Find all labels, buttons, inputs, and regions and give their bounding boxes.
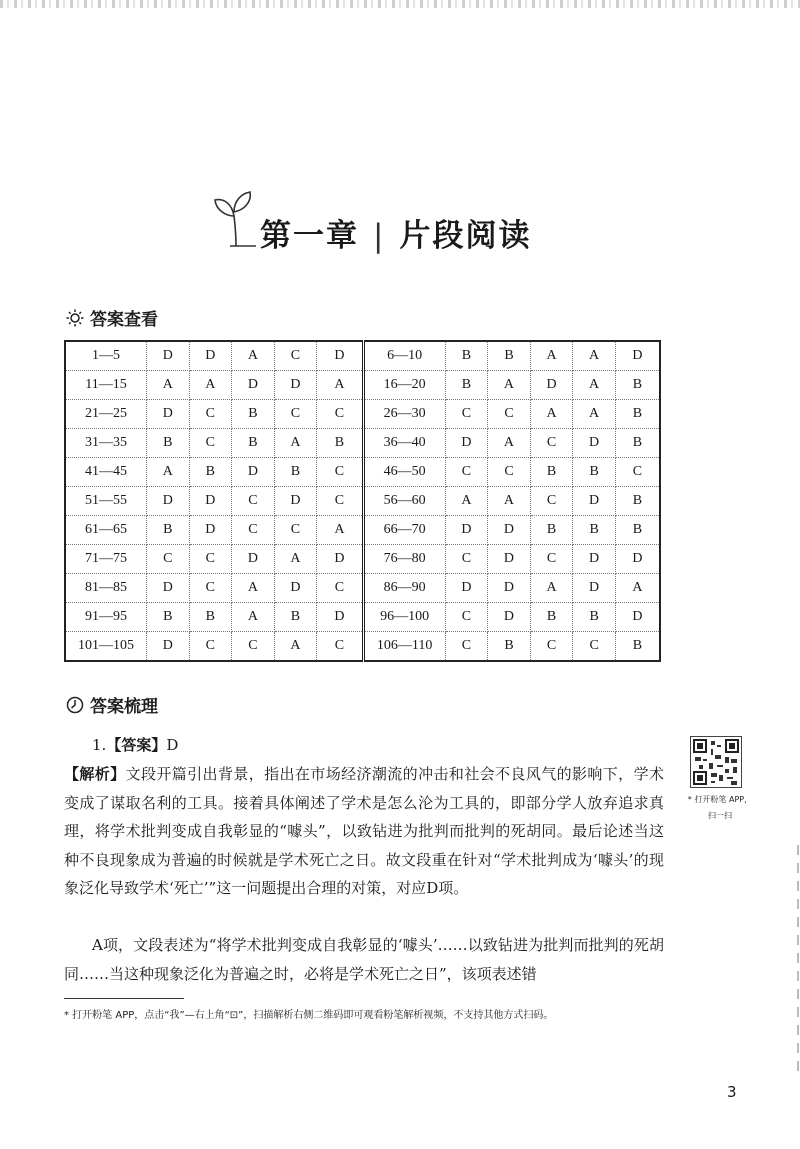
answer-cell: C	[445, 400, 488, 429]
answer-cell: C	[573, 632, 616, 662]
table-row	[65, 458, 660, 487]
answer-cell: C	[189, 545, 232, 574]
answer-cell: C	[445, 632, 488, 662]
section-title: 答案查看	[90, 310, 158, 330]
answer-cell: A	[147, 371, 190, 400]
answer-cell: A	[573, 341, 616, 371]
answer-cell: C	[445, 545, 488, 574]
answer-cell: C	[232, 487, 275, 516]
answer-cell: D	[317, 341, 363, 371]
question-range-cell: 16—20	[363, 371, 445, 400]
answer-cell: B	[488, 341, 531, 371]
answer-cell: C	[530, 429, 573, 458]
question-range-cell: 36—40	[363, 429, 445, 458]
answer-cell: A	[189, 371, 232, 400]
answer-cell: A	[317, 371, 363, 400]
answer-cell: A	[530, 574, 573, 603]
question-range-cell: 91—95	[65, 603, 147, 632]
answer-cell: B	[189, 458, 232, 487]
answer-cell: A	[488, 429, 531, 458]
question-range-cell: 56—60	[363, 487, 445, 516]
answer-cell: D	[530, 371, 573, 400]
answer-cell: D	[317, 603, 363, 632]
qr-caption-line: * 打开粉笔 APP，	[687, 795, 753, 804]
answer-value: D	[166, 736, 179, 754]
answer-cell: D	[573, 574, 616, 603]
question-range-cell: 76—80	[363, 545, 445, 574]
answer-cell: C	[189, 429, 232, 458]
answer-cell: D	[615, 545, 660, 574]
answer-cell: B	[445, 341, 488, 371]
answer-cell: D	[317, 545, 363, 574]
analysis-paragraph	[64, 760, 664, 903]
answer-cell: C	[274, 400, 317, 429]
analysis-tag: 【解析】	[64, 765, 126, 783]
answer-cell: A	[147, 458, 190, 487]
table-row	[65, 487, 660, 516]
answer-cell: C	[232, 516, 275, 545]
answer-cell: D	[274, 487, 317, 516]
question-range-cell: 46—50	[363, 458, 445, 487]
table-row	[65, 603, 660, 632]
sun-icon	[66, 309, 84, 327]
answer-cell: B	[615, 429, 660, 458]
answer-cell: B	[615, 516, 660, 545]
answer-cell: C	[488, 458, 531, 487]
table-row	[65, 371, 660, 400]
answer-cell: C	[615, 458, 660, 487]
answer-cell: B	[147, 429, 190, 458]
answer-cell: B	[530, 458, 573, 487]
answer-cell: B	[530, 516, 573, 545]
answer-cell: A	[573, 400, 616, 429]
table-row	[65, 429, 660, 458]
question-range-cell: 41—45	[65, 458, 147, 487]
question-range-cell: 26—30	[363, 400, 445, 429]
section-heading-analysis	[66, 692, 158, 717]
answer-cell: C	[317, 487, 363, 516]
question-number: 1.	[92, 736, 107, 754]
answer-cell: D	[615, 341, 660, 371]
answer-cell: B	[274, 603, 317, 632]
question-range-cell: 1—5	[65, 341, 147, 371]
answer-cell: D	[147, 341, 190, 371]
answer-cell: B	[189, 603, 232, 632]
qr-caption	[676, 792, 764, 824]
answer-cell: D	[445, 516, 488, 545]
answer-cell: A	[232, 603, 275, 632]
answer-cell: C	[274, 341, 317, 371]
question-range-cell: 11—15	[65, 371, 147, 400]
answer-cell: A	[274, 545, 317, 574]
question-range-cell: 86—90	[363, 574, 445, 603]
qr-code-image	[691, 737, 741, 787]
option-a-paragraph: A项，文段表述为“将学术批判变成自我彰显的‘噱头’……以致钻进为批判而批判的死胡同……当这种现象泛化为普遍之时，必将是学术死亡之日”，该项表述错	[64, 936, 664, 983]
answer-cell: C	[530, 545, 573, 574]
table-row	[65, 632, 660, 662]
footnote-rule	[64, 998, 184, 999]
question-range-cell: 96—100	[363, 603, 445, 632]
answer-cell: D	[615, 603, 660, 632]
question-range-cell: 6—10	[363, 341, 445, 371]
answer-cell: C	[317, 574, 363, 603]
answer-cell: B	[573, 516, 616, 545]
answer-cell: C	[189, 632, 232, 662]
answer-cell: A	[274, 429, 317, 458]
answer-cell: C	[147, 545, 190, 574]
section-heading-answers	[66, 305, 158, 330]
qr-code[interactable]	[690, 736, 742, 788]
question-range-cell: 61—65	[65, 516, 147, 545]
answer-cell: D	[147, 400, 190, 429]
question-range-cell: 21—25	[65, 400, 147, 429]
answer-cell: B	[615, 371, 660, 400]
answer-cell: C	[317, 458, 363, 487]
answer-cell: B	[573, 603, 616, 632]
section-title: 答案梳理	[90, 697, 158, 717]
table-row	[65, 545, 660, 574]
answer-cell: A	[317, 516, 363, 545]
answer-cell: D	[573, 545, 616, 574]
table-row	[65, 574, 660, 603]
chapter-title	[260, 210, 531, 255]
answer-cell: D	[232, 545, 275, 574]
answer-cell: B	[615, 487, 660, 516]
answer-cell: D	[573, 487, 616, 516]
answer-cell: B	[488, 632, 531, 662]
answer-cell: D	[573, 429, 616, 458]
answer-cell: B	[530, 603, 573, 632]
chapter-separator: |	[373, 218, 386, 254]
answer-cell: D	[488, 603, 531, 632]
answer-cell: C	[317, 632, 363, 662]
answer-cell: A	[445, 487, 488, 516]
answer-cell: B	[232, 400, 275, 429]
answer-cell: A	[615, 574, 660, 603]
answer-cell: C	[274, 516, 317, 545]
chapter-label: 第一章	[260, 218, 359, 254]
answer-cell: A	[530, 400, 573, 429]
answer-cell: C	[530, 632, 573, 662]
answer-cell: B	[317, 429, 363, 458]
answer-cell: B	[445, 371, 488, 400]
question-range-cell: 106—110	[363, 632, 445, 662]
answer-cell: D	[147, 574, 190, 603]
question-range-cell: 31—35	[65, 429, 147, 458]
answer-cell: D	[445, 429, 488, 458]
table-row	[65, 400, 660, 429]
answer-cell: C	[445, 458, 488, 487]
question-range-cell: 51—55	[65, 487, 147, 516]
answer-cell: D	[189, 341, 232, 371]
answer-cell: D	[189, 516, 232, 545]
answer-cell: B	[615, 400, 660, 429]
answer-cell: D	[189, 487, 232, 516]
answer-cell: D	[232, 458, 275, 487]
question-range-cell: 81—85	[65, 574, 147, 603]
answer-cell: D	[488, 516, 531, 545]
answer-cell: B	[147, 603, 190, 632]
question-answer-line	[92, 734, 178, 755]
answer-cell: D	[147, 632, 190, 662]
answer-cell: A	[488, 371, 531, 400]
answer-table	[64, 340, 661, 662]
scan-right-edge	[797, 845, 799, 1075]
answer-cell: B	[573, 458, 616, 487]
chapter-name: 片段阅读	[399, 218, 532, 254]
clock-icon	[66, 696, 84, 714]
answer-cell: A	[573, 371, 616, 400]
answer-cell: C	[317, 400, 363, 429]
answer-cell: B	[232, 429, 275, 458]
qr-caption-line: 扫一扫	[708, 811, 732, 820]
table-row	[65, 341, 660, 371]
answer-cell: D	[488, 574, 531, 603]
answer-cell: D	[445, 574, 488, 603]
answer-cell: C	[189, 574, 232, 603]
answer-cell: A	[232, 341, 275, 371]
answer-cell: D	[274, 574, 317, 603]
answer-cell: C	[189, 400, 232, 429]
answer-cell: A	[488, 487, 531, 516]
question-range-cell: 101—105	[65, 632, 147, 662]
table-row	[65, 516, 660, 545]
answer-cell: C	[530, 487, 573, 516]
analysis-text: 文段开篇引出背景，指出在市场经济潮流的冲击和社会不良风气的影响下，学术变成了谋取名利的工具。接着具体阐述了学术是怎么沦为工具的，即部分学人放弃追求真理，将学术批判变成自我彰显的“噱头”，以致钻进为批判而批判的死胡同。最后论述当这种不良现象成为普遍的时候就是学术死亡之日。故文段重在针对“学术批判成为‘噱头’的现象泛化导致学术‘死亡’”这一问题提出合理的对策，对应D项。	[64, 765, 664, 898]
answer-cell: D	[274, 371, 317, 400]
question-range-cell: 66—70	[363, 516, 445, 545]
answer-cell: D	[488, 545, 531, 574]
answer-tag: 【答案】	[106, 736, 167, 754]
answer-cell: C	[488, 400, 531, 429]
answer-cell: A	[530, 341, 573, 371]
answer-cell: B	[274, 458, 317, 487]
scan-top-edge	[0, 0, 800, 8]
page-number: 3	[727, 1083, 737, 1101]
answer-cell: A	[232, 574, 275, 603]
answer-cell: B	[615, 632, 660, 662]
answer-cell: D	[232, 371, 275, 400]
sprout-icon	[210, 186, 258, 248]
answer-cell: C	[445, 603, 488, 632]
footnote: * 打开粉笔 APP，点击“我”—右上角“⊡”，扫描解析右侧二维码即可观看粉笔解析视频，不支持其他方式扫码。	[64, 1010, 554, 1021]
answer-cell: B	[147, 516, 190, 545]
answer-cell: C	[232, 632, 275, 662]
answer-cell: A	[274, 632, 317, 662]
question-range-cell: 71—75	[65, 545, 147, 574]
answer-cell: D	[147, 487, 190, 516]
